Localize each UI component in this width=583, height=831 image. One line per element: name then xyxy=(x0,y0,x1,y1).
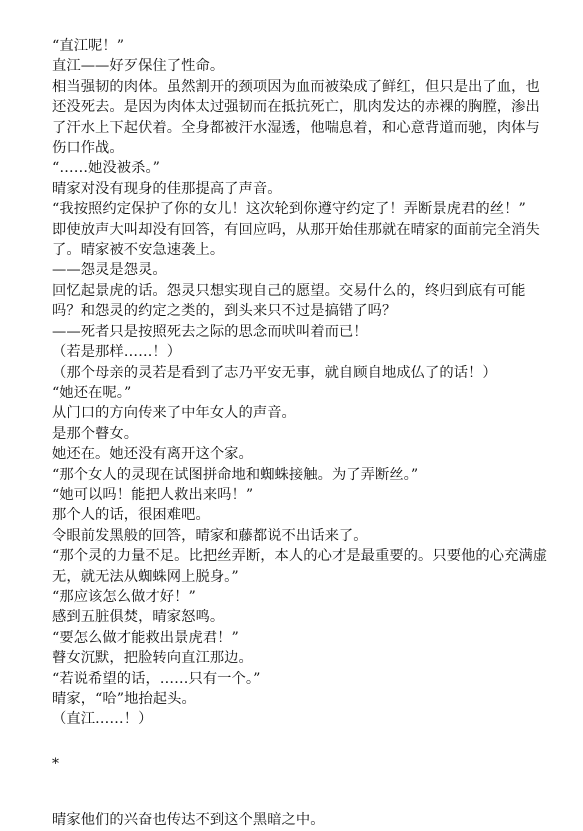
paragraph: 晴家，“哈”地抬起头。 xyxy=(52,691,196,707)
paragraph: 晴家对没有现身的佳那提高了声音。 xyxy=(52,180,282,197)
paragraph: 是那个瞽女。 xyxy=(52,425,139,442)
paragraph: 感到五脏俱焚，晴家怒鸣。 xyxy=(52,609,225,626)
section-spacer xyxy=(52,774,552,810)
paragraph: “若说希望的话，……只有一个。” xyxy=(52,670,261,687)
section-separator: * xyxy=(52,755,60,772)
paragraph: （若是那样……！） xyxy=(52,344,182,361)
paragraph: 那个人的话，很困难吧。 xyxy=(52,507,210,524)
paragraph: “我按照约定保护了你的女儿！这次轮到你遵守约定了！弄断景虎君的丝！” xyxy=(52,201,526,218)
paragraph: “那个灵的力量不足。比把丝弄断，本人的心才是最重要的。只要他的心充满虚无，就无法从蜘蛛网上脱身。” xyxy=(52,548,548,585)
paragraph: “……她没被杀。” xyxy=(52,160,160,177)
paragraph: 令眼前发黑般的回答，晴家和藤都说不出话来了。 xyxy=(52,527,368,544)
paragraph: （直江……！） xyxy=(52,711,153,728)
paragraph: “那个女人的灵现在试图拼命地和蜘蛛接触。为了弄断丝。” xyxy=(52,466,419,483)
paragraph: “她还在呢。” xyxy=(52,384,132,401)
paragraph: 相当强韧的肉体。虽然割开的颈项因为血而被染成了鲜红，但只是出了血，也还没死去。是因为肉体太过强韧而在抵抗死亡，肌肉发达的赤裸的胸膛，渗出了汗水上下起伏着。全身都被汗水湿透，他喘息着，和心意背道而驰，肉体与伤口作战。 xyxy=(52,78,540,157)
paragraph: “要怎么做才能救出景虎君！” xyxy=(52,629,239,646)
paragraph: “那应该怎么做才好！” xyxy=(52,588,196,605)
paragraph: 直江——好歹保住了性命。 xyxy=(52,58,225,75)
paragraph: 晴家他们的兴奋也传达不到这个黑暗之中。 xyxy=(52,812,325,829)
paragraph: ——死者只是按照死去之际的思念而吠叫着而已！ xyxy=(52,323,368,340)
paragraph: ——怨灵是怨灵。 xyxy=(52,262,167,279)
paragraph: “直江呢！” xyxy=(52,38,125,54)
paragraph: 回忆起景虎的话。怨灵只想实现自己的愿望。交易什么的，终归到底有可能吗？和怨灵的约定之类的，到头来只不过是搞错了吗？ xyxy=(52,282,526,320)
paragraph: “她可以吗！能把人救出来吗！” xyxy=(52,486,254,503)
section-spacer xyxy=(52,730,552,754)
paragraph: 瞽女沉默，把脸转向直江那边。 xyxy=(52,650,253,667)
document-page xyxy=(52,36,552,831)
paragraph: 即使放声大叫却没有回答，有回应吗，从那开始佳那就在晴家的面前完全消失了。晴家被不安急速袭上。 xyxy=(52,221,540,259)
paragraph: （那个母亲的灵若是看到了志乃平安无事，就自顾自地成仏了的话！） xyxy=(52,364,497,381)
paragraph: 从门口的方向传来了中年女人的声音。 xyxy=(52,405,296,422)
paragraph: 她还在。她还没有离开这个家。 xyxy=(52,446,253,463)
